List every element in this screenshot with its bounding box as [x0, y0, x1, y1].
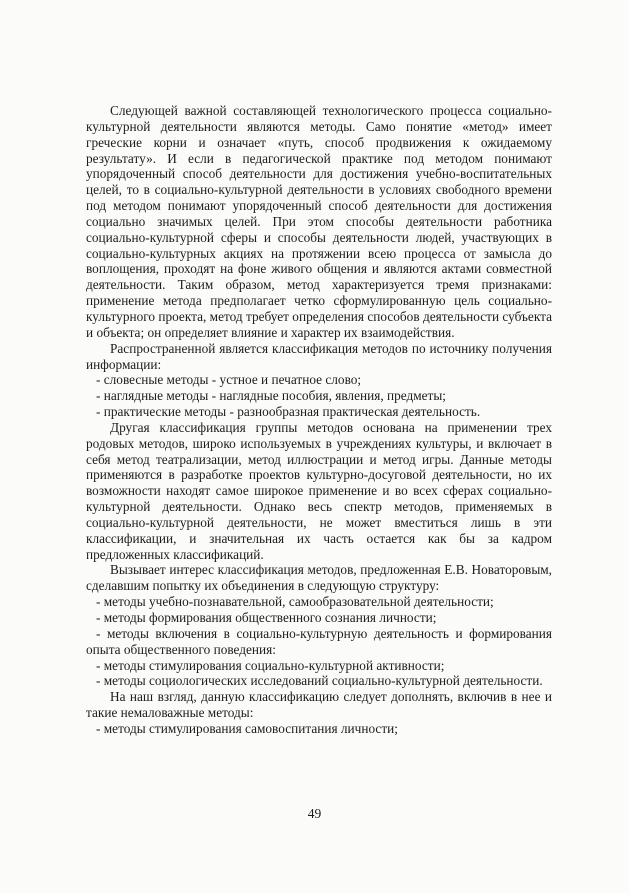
list-item-verbal-methods: - словесные методы - устное и печатное слово;	[96, 372, 362, 388]
paragraph-classification-by-source: Распространенной является классификация методов по источнику получения информации:	[86, 340, 552, 372]
body-text	[86, 103, 552, 737]
list-item-visual-methods: - наглядные методы - наглядные пособия, явления, предметы;	[96, 388, 446, 404]
paragraph-generic-methods: Другая классификация группы методов основана на применении трех родовых методов, широко используемых в учреждениях культуры, и включает в себя метод театрализации, метод иллюстрации и метод игры. Данные методы применяются в разработке проектов культурно-досуговой деятельности, но их возможности находят самое широкое применение и во всех сферах социально-культурной деятельности. Однако весь спектр методов, применяемых в социально-культурной деятельности, не может вместиться лишь в эти классификации, и значительная их часть остается как бы за кадром предложенных классификаций.	[86, 419, 552, 562]
list-item-inclusion-methods: - методы включения в социально-культурную деятельность и формирования опыта общественного поведения:	[86, 625, 552, 657]
list-item-sociological-methods: - методы социологических исследований социально-культурной деятельности.	[96, 673, 543, 689]
page-number: 49	[307, 806, 322, 821]
list-item-educational-methods: - методы учебно-познавательной, самообразовательной деятельности;	[96, 594, 494, 610]
list-item-practical-methods: - практические методы - разнообразная практическая деятельность.	[96, 404, 481, 420]
list-item-self-education-methods: - методы стимулирования самовоспитания личности;	[96, 720, 398, 736]
paragraph-novatorov-classification: Вызывает интерес классификация методов, предложенная Е.В. Новаторовым, сделавшим попытку их объединения в следующую структуру:	[86, 562, 552, 594]
list-item-stimulation-methods: - методы стимулирования социально-культурной активности;	[96, 657, 445, 673]
list-item-consciousness-methods: - методы формирования общественного сознания личности;	[96, 610, 437, 625]
paragraph-methods-intro: Следующей важной составляющей технологического процесса социально-культурной деятельности являются методы. Само понятие «метод» имеет греческие корни и означает «путь, способ продвижения к ожидаемому результату». И если в педагогической практике под методом понимают упорядоченный способ деятельности для достижения учебно-воспитательных целей, то в социально-культурной деятельности в условиях свободного времени под методом понимают упорядоченный способ деятельности для достижения социально значимых целей. При этом способы деятельности работника социально-культурной сферы и способы деятельности людей, участвующих в социально-культурных акциях на протяжении всею процесса от замысла до воплощения, проходят на фоне живого общения и являются актами совместной деятельности. Таким образом, метод характеризуется тремя признаками: применение метода предполагает четко сформулированную цель социально-культурного проекта, метод требует определения способов деятельности субъекта и объекта; он определяет влияние и характер их взаимодействия.	[86, 103, 552, 340]
paragraph-our-view: На наш взгляд, данную классификацию следует дополнять, включив в нее и такие немаловажные методы:	[86, 689, 552, 721]
